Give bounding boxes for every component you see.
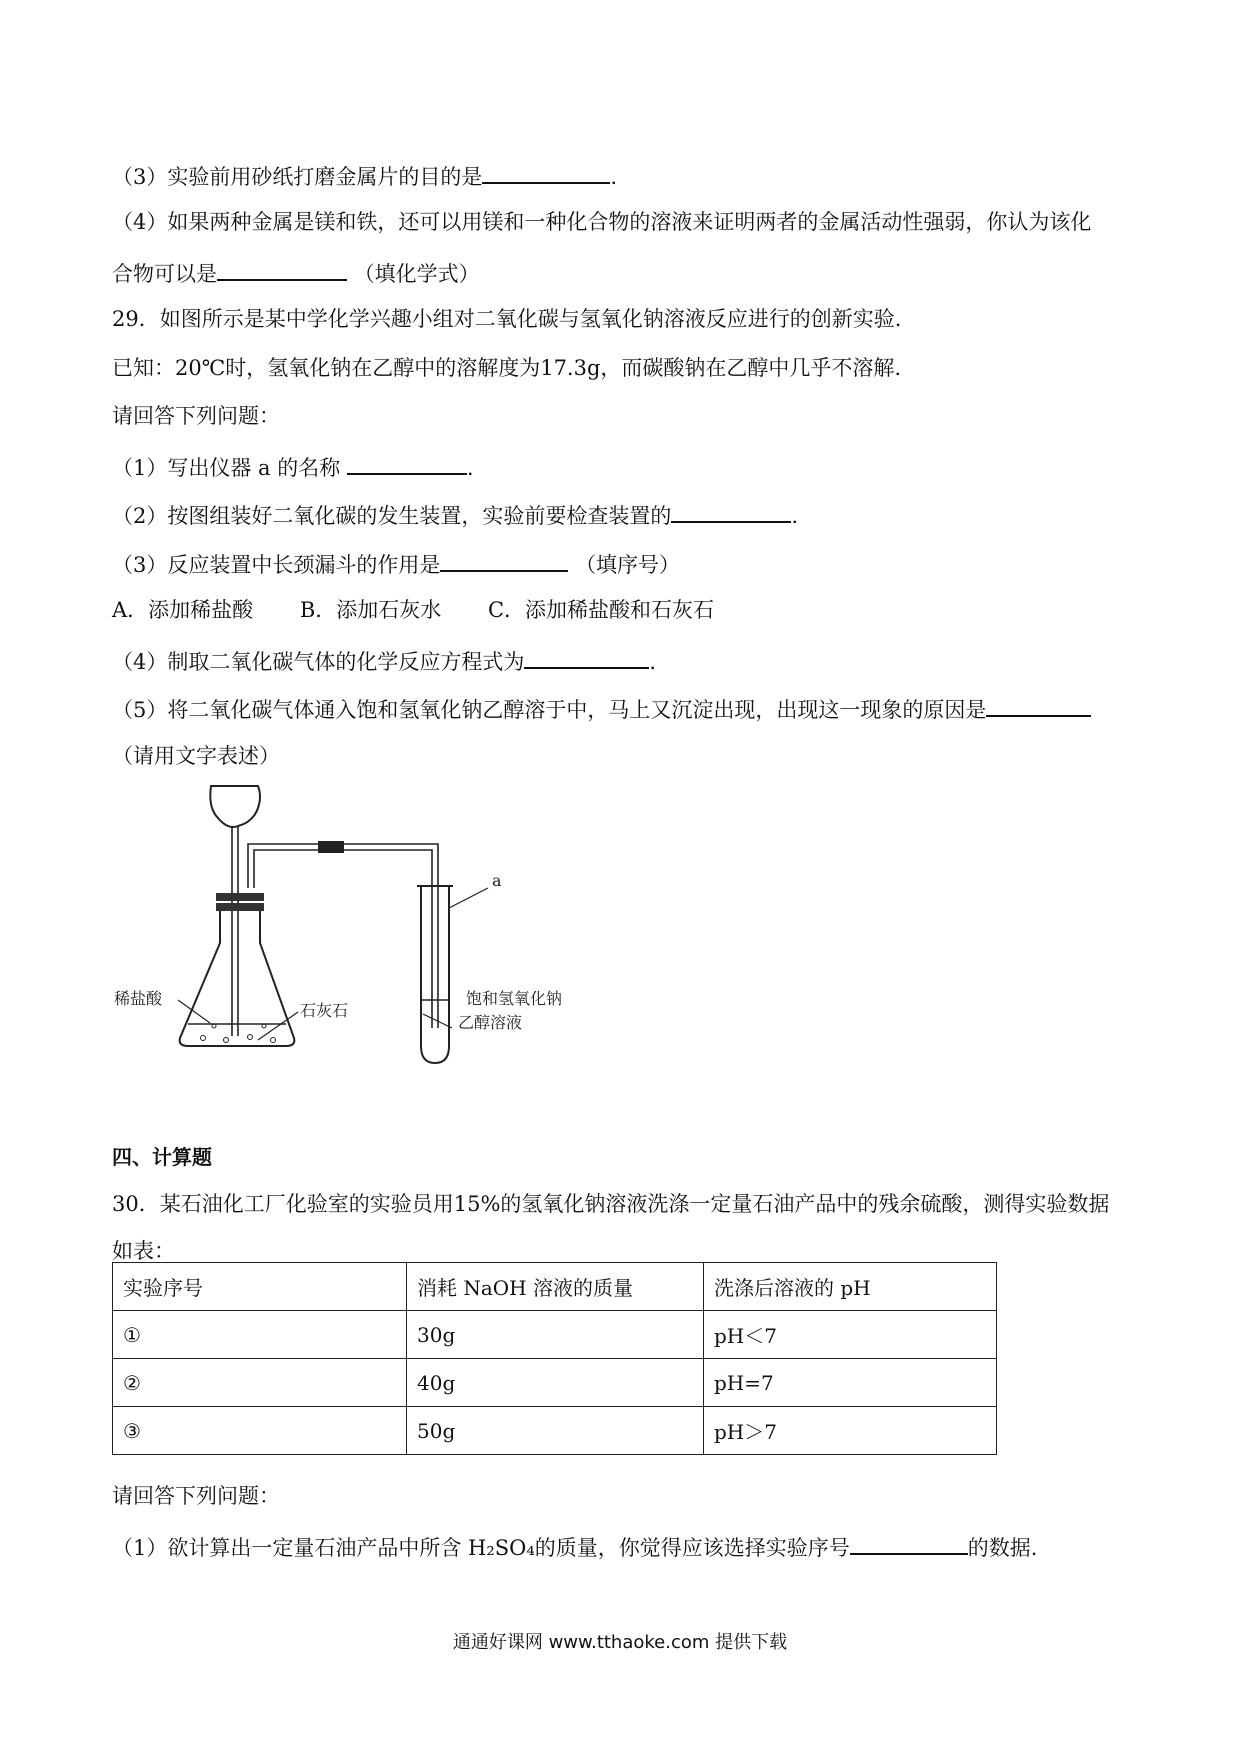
answer-blank[interactable] bbox=[986, 693, 1091, 717]
table-cell: ② bbox=[113, 1359, 407, 1407]
label-limestone: 石灰石 bbox=[300, 1001, 349, 1020]
table-row bbox=[113, 1407, 997, 1455]
table-header: 洗涤后溶液的 pH bbox=[704, 1263, 997, 1311]
label-solution-2: 乙醇溶液 bbox=[458, 1013, 523, 1032]
answer-blank[interactable] bbox=[482, 160, 610, 184]
table-cell: pH=7 bbox=[704, 1359, 997, 1407]
table-cell: pH＞7 bbox=[704, 1407, 997, 1455]
conical-flask bbox=[180, 911, 295, 1046]
co2-apparatus-diagram bbox=[108, 778, 568, 1068]
section-heading: 四、计算题 bbox=[112, 1145, 212, 1169]
q29-part5-line2: （请用文字表述） bbox=[112, 744, 280, 768]
q29-part3: （3）反应装置中长颈漏斗的作用是 （填序号） bbox=[112, 548, 680, 579]
q30-line2: 如表： bbox=[112, 1239, 175, 1263]
answer-blank[interactable] bbox=[217, 257, 347, 281]
answer-blank[interactable] bbox=[524, 645, 649, 669]
table-header: 实验序号 bbox=[113, 1263, 407, 1311]
q29-part4: （4）制取二氧化碳气体的化学反应方程式为 . bbox=[112, 645, 656, 676]
label-acid: 稀盐酸 bbox=[114, 989, 163, 1008]
q29-prompt: 请回答下列问题： bbox=[112, 404, 280, 428]
answer-blank[interactable] bbox=[850, 1531, 968, 1555]
q28-part3: （3）实验前用砂纸打磨金属片的目的是 . bbox=[112, 160, 617, 191]
label-solution-1: 饱和氢氧化钠 bbox=[466, 989, 563, 1008]
page-footer: 通通好课网 www.tthaoke.com 提供下载 bbox=[452, 1632, 788, 1653]
table-row bbox=[113, 1359, 997, 1407]
answer-blank[interactable] bbox=[347, 451, 467, 475]
q28-part4-line1: （4）如果两种金属是镁和铁，还可以用镁和一种化合物的溶液来证明两者的金属活动性强弱，你认为该化 bbox=[112, 210, 1092, 234]
option-c: C．添加稀盐酸和石灰石 bbox=[487, 598, 715, 622]
q28-part4-line2: 合物可以是 （填化学式） bbox=[112, 257, 480, 288]
answer-blank[interactable] bbox=[440, 548, 568, 572]
q29-options bbox=[112, 596, 754, 624]
data-table bbox=[112, 1262, 997, 1455]
table-cell: ① bbox=[113, 1311, 407, 1359]
q29-part1: （1）写出仪器 a 的名称 . bbox=[112, 451, 474, 482]
table-cell: pH＜7 bbox=[704, 1311, 997, 1359]
funnel-bowl bbox=[210, 786, 260, 827]
q30-prompt: 请回答下列问题： bbox=[112, 1484, 280, 1508]
q29-intro: 29．如图所示是某中学化学兴趣小组对二氧化碳与氢氧化钠溶液反应进行的创新实验. bbox=[112, 307, 902, 331]
table-row bbox=[113, 1311, 997, 1359]
q29-part2: （2）按图组装好二氧化碳的发生装置，实验前要检查装置的 . bbox=[112, 499, 798, 530]
table-cell: 30g bbox=[407, 1311, 704, 1359]
table-cell: 40g bbox=[407, 1359, 704, 1407]
option-b: B．添加石灰水 bbox=[299, 598, 442, 622]
q30-part1: （1）欲计算出一定量石油产品中所含 H₂SO₄的质量，你觉得应该选择实验序号 的数据. bbox=[112, 1531, 1037, 1562]
test-tube bbox=[421, 886, 449, 1063]
q29-part5-line1: （5）将二氧化碳气体通入饱和氢氧化钠乙醇溶于中，马上又沉淀出现，出现这一现象的原因是 bbox=[112, 693, 1091, 724]
table-header-row bbox=[113, 1263, 997, 1311]
answer-blank[interactable] bbox=[671, 499, 791, 523]
label-a: a bbox=[492, 871, 502, 890]
stopper bbox=[216, 893, 264, 901]
q29-known: 已知：20℃时，氢氧化钠在乙醇中的溶解度为17.3g，而碳酸钠在乙醇中几乎不溶解. bbox=[112, 356, 902, 380]
table-cell: ③ bbox=[113, 1407, 407, 1455]
option-a: A．添加稀盐酸 bbox=[112, 598, 254, 622]
rubber-connector bbox=[318, 841, 344, 853]
table-header: 消耗 NaOH 溶液的质量 bbox=[407, 1263, 704, 1311]
q30-line1: 30．某石油化工厂化验室的实验员用15%的氢氧化钠溶液洗涤一定量石油产品中的残余硫酸，测得实验数据 bbox=[112, 1192, 1110, 1216]
table-cell: 50g bbox=[407, 1407, 704, 1455]
